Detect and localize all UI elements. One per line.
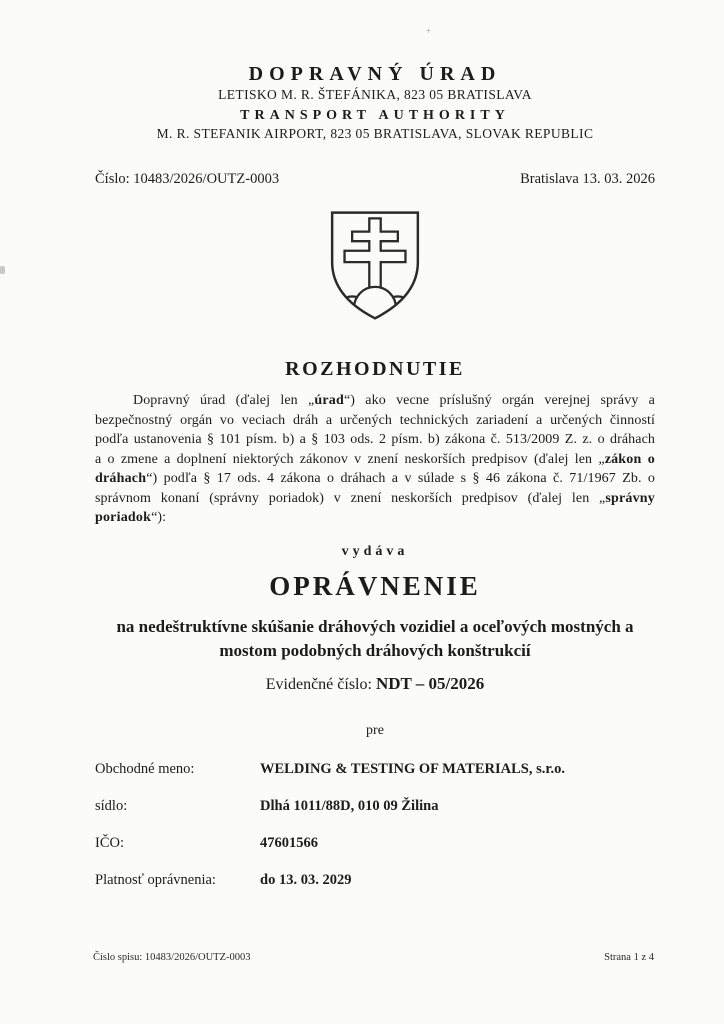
decision-defined-term-urad: úrad [314, 393, 344, 408]
business-name-label: Obchodné meno: [95, 760, 195, 777]
field-row-business-name [95, 759, 655, 779]
authorization-title: OPRÁVNENIE [269, 570, 481, 601]
decision-defined-term-spravny-poriadok: správny poriadok [95, 490, 655, 525]
issues-label: vydáva [341, 543, 409, 559]
field-row-validity [95, 870, 655, 890]
decision-title: ROZHODNUTIE [285, 358, 465, 380]
field-row-company-id [95, 833, 655, 853]
evidence-number-label: Evidenčné číslo: [265, 675, 376, 693]
decision-body-paragraph [95, 391, 655, 528]
page-footer [93, 952, 654, 963]
authority-address-en: M. R. STEFANIK AIRPORT, 823 05 BRATISLAVA, SLOVAK REPUBLIC [156, 126, 594, 141]
reference-row [95, 169, 655, 189]
authorization-scope: na nedeštruktívne skúšanie dráhových vozidiel a oceľových mostných a mostom podobných dráhových konštrukcií [116, 616, 634, 660]
validity-label: Platnosť oprávnenia: [95, 871, 216, 888]
slovak-coat-of-arms-icon [314, 205, 436, 325]
file-number: Číslo spisu: 10483/2026/OUTZ-0003 [93, 952, 251, 963]
registered-office-label: sídlo: [95, 797, 128, 814]
place-and-date: Bratislava 13. 03. 2026 [520, 171, 655, 187]
scan-artifact-speck: + [426, 26, 432, 36]
decision-text-segment: “) podľa § 17 ods. 4 zákona o dráhach a v súlade s § 46 zákona č. 71/1967 Zb. o správnom konaní (správny poriadok) v znení neskorších predpisov (ďalej len „ [95, 471, 655, 506]
decision-text-segment: “): [151, 510, 167, 525]
authority-name-sk: DOPRAVNÝ ÚRAD [248, 63, 502, 85]
coat-of-arms-container [95, 205, 655, 330]
decision-text-segment: Dopravný úrad (ďalej len „ [133, 393, 315, 408]
company-id-label: IČO: [95, 834, 124, 851]
evidence-number-value: NDT – 05/2026 [375, 673, 485, 693]
holder-details [95, 759, 655, 890]
field-row-registered-office [95, 796, 655, 816]
business-name-value: WELDING & TESTING OF MATERIALS, s.r.o. [260, 760, 565, 777]
company-id-value: 47601566 [260, 834, 318, 851]
authority-name-en: TRANSPORT AUTHORITY [240, 108, 510, 123]
validity-value: do 13. 03. 2029 [260, 871, 352, 888]
decision-text-segment: “) ako vecne príslušný orgán verejnej správy a bezpečnostný orgán vo veciach dráh a určených technických zariadení a určených činností podľa ustanovenia § 101 písm. b) a § 103 ods. 2 písm. b) zákona č. 513/2009 Z. z. o dráhach a o zmene a doplnení niektorých zákonov v znení neskorších predpisov (ďalej len „ [95, 393, 655, 467]
decision-defined-term-zakon-o-drahach: zákon o dráhach [95, 451, 656, 486]
registered-office-value: Dlhá 1011/88D, 010 09 Žilina [260, 797, 439, 814]
letterhead [95, 62, 655, 143]
reference-number: Číslo: 10483/2026/OUTZ-0003 [95, 171, 280, 187]
authority-address-sk: LETISKO M. R. ŠTEFÁNIKA, 823 05 BRATISLAVA [218, 87, 532, 102]
page-number: Strana 1 z 4 [604, 952, 654, 963]
for-label: pre [366, 722, 384, 738]
evidence-number-line [95, 673, 655, 696]
scan-artifact-edge-mark [0, 266, 5, 274]
